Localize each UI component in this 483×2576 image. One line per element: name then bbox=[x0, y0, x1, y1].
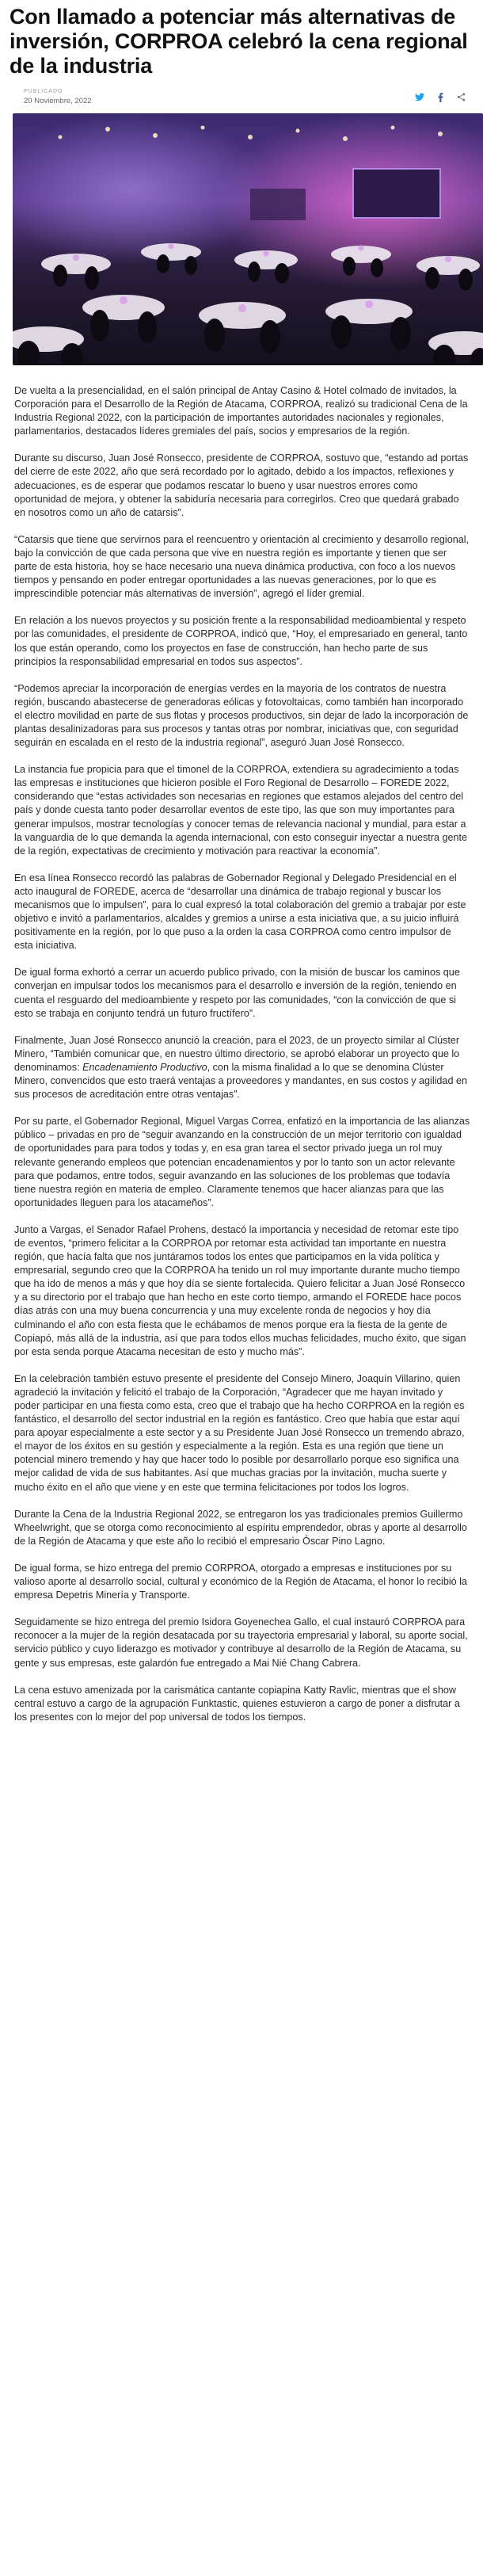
paragraph bbox=[14, 1034, 470, 1101]
italic-term: Encadenamiento Productivo bbox=[82, 1061, 207, 1073]
published-label: PUBLICADO bbox=[24, 89, 63, 94]
twitter-icon[interactable] bbox=[413, 91, 426, 104]
paragraph: De vuelta a la presencialidad, en el salón principal de Antay Casino & Hotel colmado de invitados, la Corporación para el Desarrollo de la Región de Atacama, CORPROA, realizó su tradicional Cena de la Industria Regional 2022, con la participación de importantes autoridades nacionales y regionales, parlamentarios, destacados líderes gremiales del país, socios y empresarios de la región. bbox=[14, 385, 468, 437]
article-meta bbox=[6, 78, 477, 109]
paragraph: Seguidamente se hizo entrega del premio Isidora Goyenechea Gallo, el cual instauró CORPROA para reconocer a la mujer de la región desatacada por su trayectoria empresarial y laboral, su aporte social, servicio público y cuyo liderazgo es motivador y contribuye al desarrollo de la Región de Atacama, su gente y sus empresas, este galardón fue entregado a Mai Nié Chang Cabrera. bbox=[14, 1616, 468, 1669]
publish-info bbox=[24, 89, 92, 105]
article-title: Con llamado a potenciar más alternativas de inversión, CORPROA celebró la cena regional de la industria bbox=[10, 5, 468, 78]
hero-image bbox=[13, 113, 483, 365]
paragraph: Junto a Vargas, el Senador Rafael Prohens, destacó la importancia y necesidad de retomar este tipo de eventos, “primero felicitar a la CORPROA por retomar esta actividad tan importante en nuestra región, que hacía falta que nos juntáramos todos los entes que participamos en la vida política y empresarial, segundo creo que la CORPROA ha tenido un rol muy importante durante mucho tiempo que ha ido de menos a más y que hoy día se siente fortalecida. Quiero felicitar a Juan José Ronsecco y a su directorio por el trabajo que han hecho en este corto tiempo, armando el FOREDE hace pocos días atrás con una muy buena concurrencia y una muy excelente ronda de negocios y hoy día culminando el año con esta fiesta que le echábamos de menos porque era la fiesta de la gente de Copiapó, más allá de la industria, así que para todos ellos muchas felicidades, mucho éxito, que sigan por esta senda porque Atacama necesitan de esto y mucho más”. bbox=[14, 1223, 466, 1357]
paragraph: En la celebración también estuvo presente el presidente del Consejo Minero, Joaquín Villarino, quien agradeció la invitación y felicitó el trabajo de la Corporación, “Agradecer que me hayan invitado y poder participar en una fiesta como esta, creo que el trabajo que ha hecho CORPROA en la región es fantástico, el desarrollo del sector industrial en la región es fantástico. Creo que había que estar aquí para apoyar especialmente a este sector y a su Presidente Juan José Ronsecco un tremendo abrazo, el mayor de los éxitos en su gestión y especialmente a la región. Esta es una región que tiene un potencial minero tremendo y hay que hacer todo lo posible por desarrollarlo porque eso significa una mejor calidad de vida de sus habitantes. Así que muchas gracias por la invitación, mucha suerte y mucho éxito en el año que viene y en este que termina felicitaciones por todos los logros. bbox=[14, 1372, 465, 1493]
article-body bbox=[6, 365, 477, 1724]
published-date: 20 Noviembre, 2022 bbox=[24, 97, 92, 105]
paragraph: De igual forma, se hizo entrega del premio CORPROA, otorgado a empresas e instituciones por su valioso aporte al desarrollo social, cultural y económico de la Región de Atacama, el honor lo recibió la empresa Depetris Minería y Transporte. bbox=[14, 1562, 467, 1601]
paragraph-text: , con la misma finalidad a lo que se denomina Clúster Minero, convencidos que esto traerá ventajas a proveedores y mandantes, en sus costos y agilidad en sus procesos de acreditación entre otras ventajas”. bbox=[14, 1061, 467, 1101]
share-icon[interactable] bbox=[454, 91, 467, 104]
paragraph: “Catarsis que tiene que servirnos para el reencuentro y orientación al crecimiento y desarrollo regional, bajo la convicción de que cada persona que vive en nuestra región es importante y tienen que ser parte de esta historia, hoy se hace necesario una nueva dinámica productiva, con foco a los nuevos tiempos y pensando en poder entregar oportunidades a las nuevas generaciones, por lo que es imprescindible potenciar más alternativas de inversión”, agregó el líder gremial. bbox=[14, 533, 470, 600]
paragraph-text: Finalmente, Juan José Ronsecco anunció la creación, para el 2023, de un proyecto similar al Clúster Minero, “También comunicar que, en nuestro último directorio, se aprobó elaborar un proyecto que lo denominamos: bbox=[14, 1034, 460, 1073]
paragraph: “Podemos apreciar la incorporación de energías verdes en la mayoría de los contratos de nuestra región, buscando abastecerse de generadoras eólicas y fotovoltaicas, como también han incorporado el electro movilidad en parte de sus flotas y procesos productivos, sin dejar de lado la incorporación de plantas desalinizadoras para sus procesos y tantas otras por nombrar, iniciativas que, con seguridad seguirán en escalada en el resto de la industria regional”, aseguró Juan José Ronsecco. bbox=[14, 682, 469, 749]
paragraph: Durante la Cena de la Industria Regional 2022, se entregaron los yas tradicionales premios Guillermo Wheelwright, que se otorga como reconocimiento al espíritu emprendedor, obras y aporte al desarrollo de la Región de Atacama y que este año lo recibió el empresario Óscar Pino Lagno. bbox=[14, 1508, 467, 1547]
paragraph: En relación a los nuevos proyectos y su posición frente a la responsabilidad medioambiental y respeto por las comunidades, el presidente de CORPROA, indicó que, “Hoy, el empresariado en general, tanto los que están operando, como los proyectos en fase de construcción, han hecho parte de sus principios la responsabilidad empresarial en todos sus aspectos”. bbox=[14, 615, 468, 667]
paragraph: Durante su discurso, Juan José Ronsecco, presidente de CORPROA, sostuvo que, “estando ad portas del cierre de este 2022, año que será recordado por lo agitado, debido a los impactos, reflexiones y adecuaciones, es de esperar que podamos rescatar lo bueno y usar nuestros errores como oportunidad de mejora, y obtener la sabiduría necesaria para corregirlos. Creo que quedará grabado en nosotros como un año de catarsis”. bbox=[14, 452, 469, 518]
paragraph: Por su parte, el Gobernador Regional, Miguel Vargas Correa, enfatizó en la importancia de las alianzas público – privadas en pro de “seguir avanzando en la construcción de un mejor territorio con igualdad de oportunidades para para todos y todas y, en esa gran tarea el sector privado juega un rol muy relevante generando empleos que potencian encadenamientos y por lo tanto son un actor relevante para que podamos, entre todos, seguir avanzando en las soluciones de los problemas que todavía tiene nuestra región en materia de empleo. Claramente tenemos que hacer alianzas para que las oportunidades lleguen para los atacameños”. bbox=[14, 1116, 470, 1208]
paragraph: De igual forma exhortó a cerrar un acuerdo publico privado, con la misión de buscar los caminos que converjan en impulsar todos los mecanismos para el desarrollo e inversión de la región, teniendo en cuenta el resguardo del medioambiente y respeto por las comunidades, “con la convicción de que si esto se trabaja en conjunto tendrá un futuro fructífero”. bbox=[14, 967, 460, 1019]
paragraph: En esa línea Ronsecco recordó las palabras de Gobernador Regional y Delegado Presidencial en el acto inaugural de FOREDE, acerca de “desarrollar una dinámica de trabajo regional y buscar los mecanismos que lo impulsen”, para lo cual expresó la total colaboración del gremio a trabajar por este objetivo e invitó a parlamentarios, alcaldes y gremios a unirse a esta iniciativa que, a su juicio influirá positivamente en la región, por lo que puso a la orden la casa CORPROA como centro impulsor de esta iniciativa. bbox=[14, 872, 466, 952]
facebook-icon[interactable] bbox=[434, 91, 447, 104]
share-bar bbox=[413, 91, 473, 104]
paragraph: La instancia fue propicia para que el timonel de la CORPROA, extendiera su agradecimiento a todas las empresas e instituciones que hicieron posible el Foro Regional de Desarrollo – FOREDE 2022, considerando que “estas actividades son necesarias en regiones que estamos alejados del centro del país y donde cuesta tanto poder desarrollar eventos de este tipo, las que son muy importantes para generar impulsos, mostrar tecnologías y conocer temas de relevancia nacional y mundial, para estar a la vanguardia de lo que demanda la agenda internacional, con esto conseguir inyectar a nuestra gente de la región, expectativas de crecimiento y motivación para reactivar la economía”. bbox=[14, 764, 468, 857]
paragraph: La cena estuvo amenizada por la carismática cantante copiapina Katty Ravlic, mientras que el show central estuvo a cargo de la agrupación Funktastic, quienes estuvieron a cargo de poner a disfrutar a los presentes con lo mejor del pop universal de todos los tiempos. bbox=[14, 1684, 460, 1723]
